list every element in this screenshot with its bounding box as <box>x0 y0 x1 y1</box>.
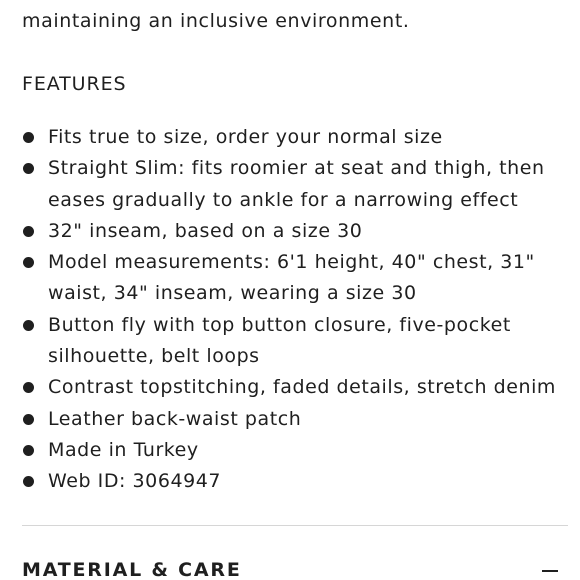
feature-item <box>22 435 567 466</box>
features-list <box>22 122 567 498</box>
feature-item <box>22 216 567 247</box>
feature-item <box>22 122 567 153</box>
feature-item <box>22 466 567 497</box>
feature-item <box>22 404 567 435</box>
feature-item <box>22 153 567 216</box>
bullet-icon <box>23 257 34 268</box>
feature-text: Fits true to size, order your normal size <box>48 126 443 148</box>
description-text: maintaining an inclusive environment. <box>22 10 410 32</box>
feature-text: Button fly with top button closure, five-pocket <box>48 313 511 336</box>
feature-text: Straight Slim: fits roomier at seat and thigh, then <box>48 157 545 180</box>
feature-text: 32" inseam, based on a size 30 <box>48 219 363 242</box>
feature-item <box>22 247 567 310</box>
feature-text: Contrast topstitching, faded details, stretch denim <box>48 376 556 399</box>
features-heading: FEATURES <box>22 73 127 95</box>
material-care-accordion-header[interactable] <box>22 548 558 580</box>
material-care-title: MATERIAL & CARE <box>22 559 242 580</box>
section-divider <box>22 525 568 526</box>
feature-item <box>22 310 567 373</box>
feature-text: waist, 34" inseam, wearing a size 30 <box>48 282 417 305</box>
bullet-icon <box>23 226 34 237</box>
bullet-icon <box>23 132 34 143</box>
bullet-icon <box>23 382 34 393</box>
bullet-icon <box>23 320 34 331</box>
bullet-icon <box>23 414 34 425</box>
feature-text: silhouette, belt loops <box>48 345 260 368</box>
bullet-icon <box>23 476 34 487</box>
feature-text: Model measurements: 6'1 height, 40" chest, 31" <box>48 251 535 274</box>
feature-item <box>22 372 567 403</box>
feature-text: Web ID: 3064947 <box>48 470 222 493</box>
bullet-icon <box>23 445 34 456</box>
bullet-icon <box>23 163 34 174</box>
feature-text: eases gradually to ankle for a narrowing effect <box>48 188 519 211</box>
minus-icon[interactable] <box>542 570 558 572</box>
feature-text: Made in Turkey <box>48 438 199 461</box>
feature-text: Leather back-waist patch <box>48 407 302 430</box>
